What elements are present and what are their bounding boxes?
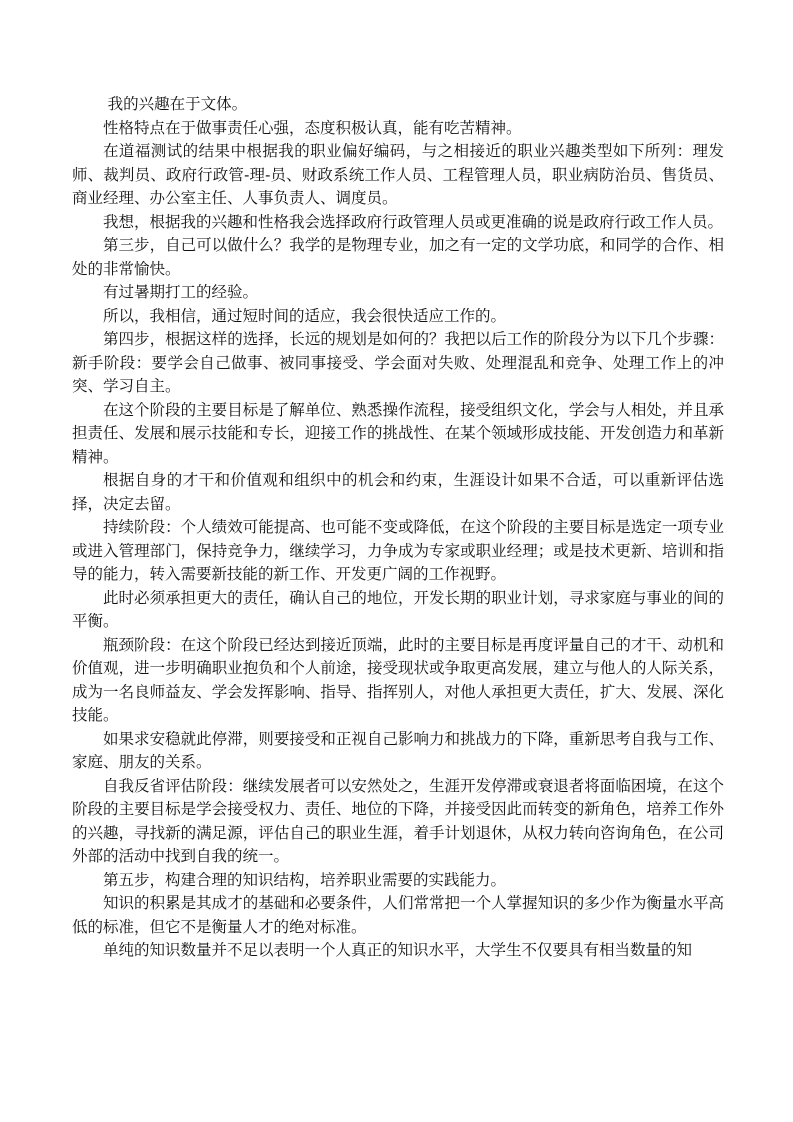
paragraph: 在这个阶段的主要目标是了解单位、熟悉操作流程，接受组织文化，学会与人相处，并且承担责任、发展和展示技能和专长，迎接工作的挑战性、在某个领域形成技能、开发创造力和革新精神。 — [72, 400, 724, 466]
paragraph: 根据自身的才干和价值观和组织中的机会和约束，生涯设计如果不合适，可以重新评估选择，决定去留。 — [72, 471, 724, 513]
paragraph: 如果求安稳就此停滞，则要接受和正视自己影响力和挑战力的下降，重新思考自我与工作、家庭、朋友的关系。 — [72, 729, 724, 771]
paragraph: 在道福测试的结果中根据我的职业偏好编码，与之相接近的职业兴趣类型如下所列：理发师、裁判员、政府行政管-理-员、财政系统工作人员、工程管理人员，职业病防治员、售货员、商业经理、办公室主任、人事负责人、调度员。 — [72, 142, 724, 207]
paragraph: 我的兴趣在于文体。 — [107, 95, 248, 113]
paragraph: 瓶颈阶段：在这个阶段已经达到接近顶端，此时的主要目标是再度评量自己的才干、动机和价值观，进一步明确职业抱负和个人前途，接受现状或争取更高发展，建立与他人的人际关系，成为一名良师益友、学会发挥影响、指导、指挥别人，对他人承担更大责任，扩大、发展、深化技能。 — [72, 635, 724, 724]
paragraph: 知识的积累是其成才的基础和必要条件，人们常常把一个人掌握知识的多少作为衡量水平高低的标准，但它不是衡量人才的绝对标准。 — [72, 894, 724, 936]
paragraph: 第五步，构建合理的知识结构，培养职业需要的实践能力。 — [103, 870, 507, 889]
paragraph: 所以，我相信，通过短时间的适应，我会很快适应工作的。 — [103, 306, 507, 325]
paragraph: 单纯的知识数量并不足以表明一个人真正的知识水平，大学生不仅要具有相当数量的知 — [103, 941, 693, 959]
paragraph: 有过暑期打工的经验。 — [103, 283, 259, 301]
paragraph: 第四步，根据这样的选择，长远的规划是如何的？我把以后工作的阶段分为以下几个步骤：新手阶段：要学会自己做事、被同事接受、学会面对失败、处理混乱和竞争、处理工作上的冲突、学习自主。 — [72, 330, 724, 395]
paragraph: 我想，根据我的兴趣和性格我会选择政府行政管理人员或更准确的说是政府行政工作人员。 — [103, 212, 724, 231]
paragraph: 此时必须承担更大的责任，确认自己的地位，开发长期的职业计划，寻求家庭与事业的间的平衡。 — [72, 588, 724, 630]
paragraph: 第三步，自己可以做什么？我学的是物理专业，加之有一定的文学功底，和同学的合作、相处的非常愉快。 — [72, 236, 724, 278]
document-body — [72, 93, 724, 963]
paragraph: 持续阶段：个人绩效可能提高、也可能不变或降低，在这个阶段的主要目标是选定一项专业或进入管理部门，保持竞争力，继续学习，力争成为专家或职业经理；或是技术更新、培训和指导的能力，转入需要新技能的新工作、开发更广阔的工作视野。 — [72, 518, 724, 583]
paragraph: 性格特点在于做事责任心强，态度积极认真，能有吃苦精神。 — [103, 118, 522, 137]
paragraph: 自我反省评估阶段：继续发展者可以安然处之，生涯开发停滞或衰退者将面临困境，在这个阶段的主要目标是学会接受权力、责任、地位的下降，并接受因此而转变的新角色，培养工作外的兴趣，寻找新的满足源，评估自己的职业生涯，着手计划退休，从权力转向咨询角色，在公司外部的活动中找到自我的统一。 — [72, 776, 724, 865]
